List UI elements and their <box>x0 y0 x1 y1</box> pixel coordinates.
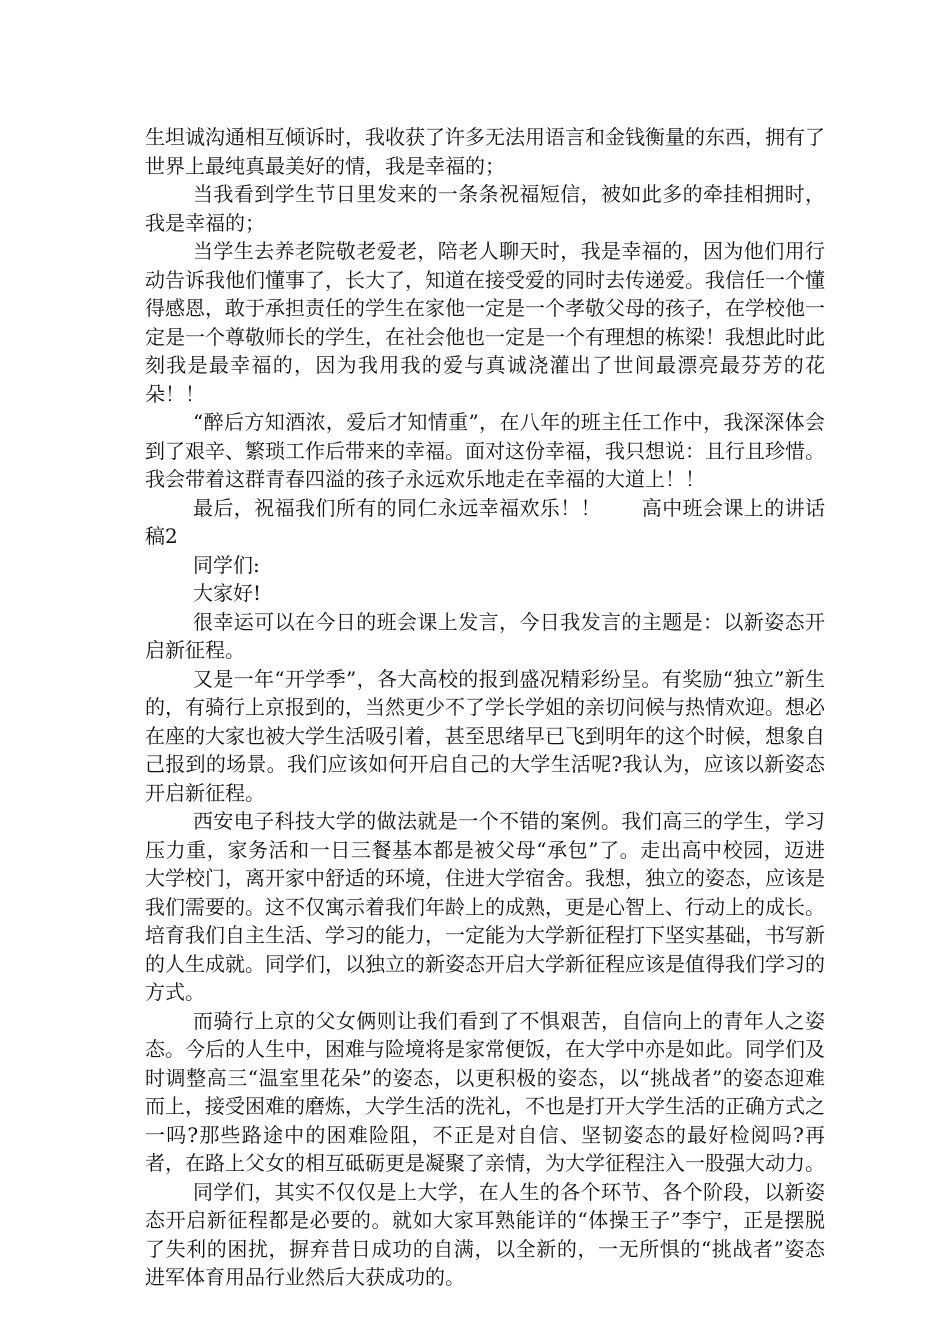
paragraph: 当学生去养老院敬老爱老，陪老人聊天时，我是幸福的，因为他们用行动告诉我他们懂事了，长大了，知道在接受爱的同时去传递爱。我信任一个懂得感恩，敢于承担责任的学生在家他一定是一个孝敬父母的孩子，在学校他一定是一个尊敬师长的学生，在社会他也一定是一个有理想的栋梁！我想此时此刻我是最幸福的，因为我用我的爱与真诚浇灌出了世间最漂亮最芬芳的花朵！！ <box>145 239 825 406</box>
paragraph: 又是一年“开学季”，各大高校的报到盛况精彩纷呈。有奖励“独立”新生的，有骑行上京报到的，当然更少不了学长学姐的亲切问候与热情欢迎。想必在座的大家也被大学生活吸引着，甚至思绪早已飞到明年的这个时候，想象自己报到的场景。我们应该如何开启自己的大学生活呢?我认为，应该以新姿态开启新征程。 <box>145 666 825 805</box>
paragraph: 同学们，其实不仅仅是上大学，在人生的各个环节、各个阶段，以新姿态开启新征程都是必要的。就如大家耳熟能详的“体操王子”李宁，正是摆脱了失利的困扰，摒弃昔日成功的自满，以全新的，一无所惧的“挑战者”姿态进军体育用品行业然后大获成功的。 <box>145 1179 825 1289</box>
salutation: 同学们: <box>193 552 260 577</box>
paragraph: 很幸运可以在今日的班会课上发言，今日我发言的主题是：以新姿态开启新征程。 <box>145 609 825 662</box>
paragraph: 当我看到学生节日里发来的一条条祝福短信，被如此多的牵挂相拥时，我是幸福的； <box>145 182 825 235</box>
paragraph: 西安电子科技大学的做法就是一个不错的案例。我们高三的学生，学习压力重，家务活和一日三餐基本都是被父母“承包”了。走出高中校园，迈进大学校门，离开家中舒适的环境，住进大学宿舍。我想，独立的姿态，应该是我们需要的。这不仅寓示着我们年龄上的成熟，更是心智上、行动上的成长。培育我们自主生活、学习的能力，一定能为大学新征程打下坚实基础，书写新的人生成就。同学们，以独立的新姿态开启大学新征程应该是值得我们学习的方式。 <box>145 809 825 1004</box>
paragraph-with-heading: 最后，祝福我们所有的同仁永远幸福欢乐！！ 高中班会课上的讲话稿2 <box>145 495 825 548</box>
document-page <box>145 123 825 1292</box>
paragraph: “醉后方知酒浓，爱后才知情重”，在八年的班主任工作中，我深深体会到了艰辛、繁琐工作后带来的幸福。面对这份幸福，我只想说：且行且珍惜。我会带着这群青春四溢的孩子永远欢乐地走在幸福的大道上！！ <box>145 410 825 491</box>
greeting: 大家好! <box>193 581 262 605</box>
paragraph-continued: 生坦诚沟通相互倾诉时，我收获了许多无法用语言和金钱衡量的东西，拥有了世界上最纯真最美好的情，我是幸福的； <box>145 125 825 178</box>
paragraph: 而骑行上京的父女俩则让我们看到了不惧艰苦，自信向上的青年人之姿态。今后的人生中，困难与险境将是家常便饭，在大学中亦是如此。同学们及时调整高三“温室里花朵”的姿态，以更积极的姿态，以“挑战者”的姿态迎难而上，接受困难的磨炼，大学生活的洗礼，不也是打开大学生活的正确方式之一吗?那些路途中的困难险阻，不正是对自信、坚韧姿态的最好检阅吗?再者，在路上父女的相互砥砺更是凝聚了亲情，为大学征程注入一股强大动力。 <box>145 1008 825 1175</box>
